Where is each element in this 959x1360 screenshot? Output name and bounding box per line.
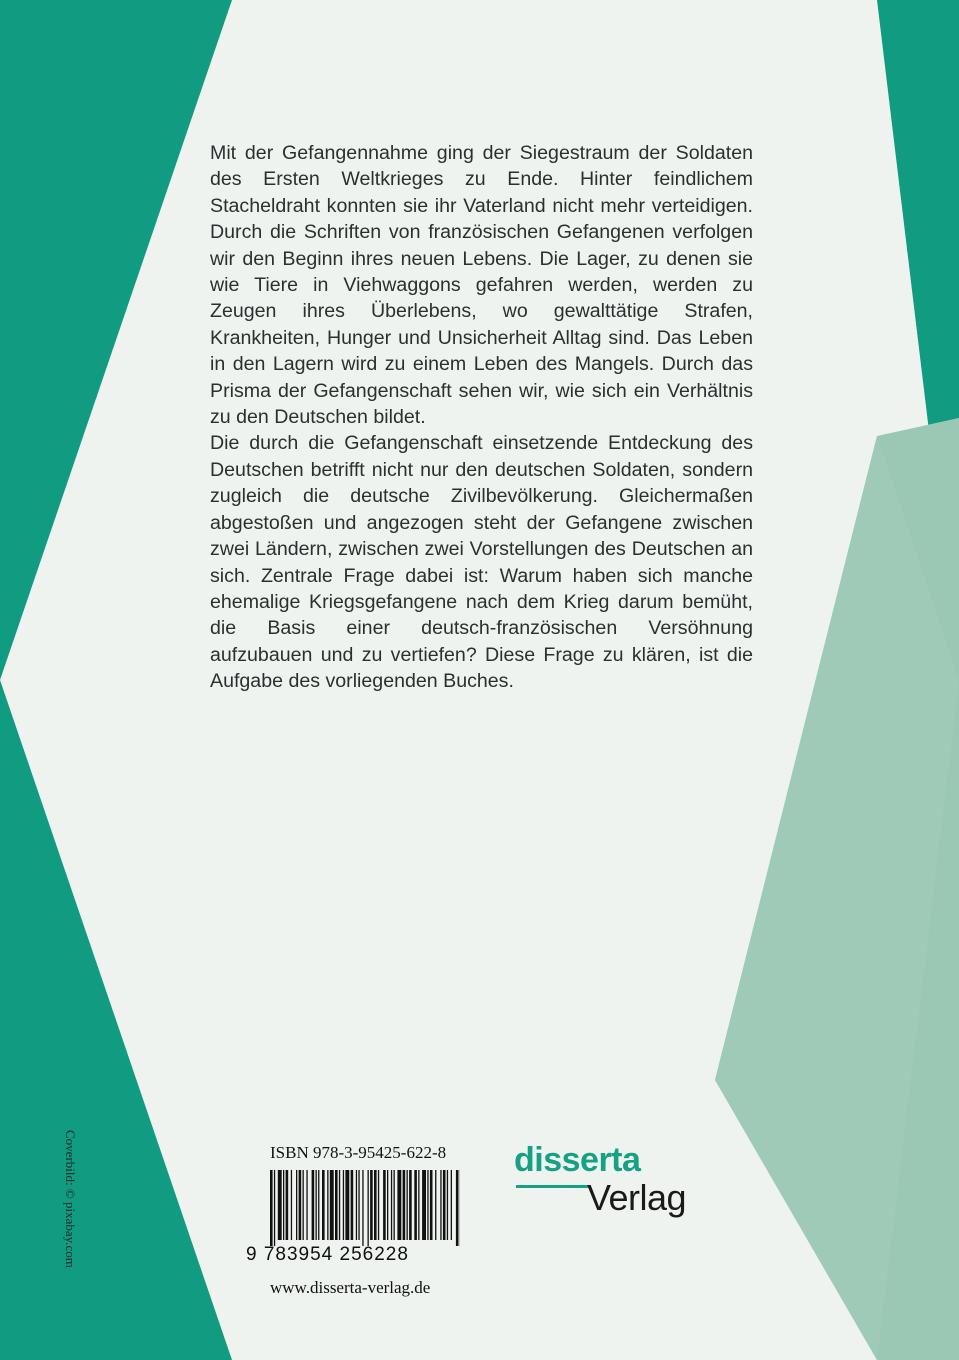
barcode-bar (335, 1170, 338, 1240)
barcode-bar (451, 1170, 452, 1240)
barcode-bar (447, 1170, 448, 1240)
barcode-bar (374, 1170, 377, 1240)
back-cover-blurb (210, 140, 753, 695)
publisher-website: www.disserta-verlag.de (270, 1278, 431, 1297)
barcode-bar (296, 1170, 297, 1240)
barcode-bar (345, 1170, 349, 1240)
barcode-bar (299, 1170, 302, 1240)
barcode-bar (286, 1170, 289, 1240)
barcode-bar (427, 1170, 428, 1240)
barcode-bar (322, 1170, 325, 1240)
barcode-bar (358, 1170, 359, 1240)
barcode-bar (378, 1170, 379, 1240)
barcode-bar (312, 1170, 315, 1240)
barcode-bar (330, 1170, 334, 1240)
publisher-logo-underline (516, 1185, 589, 1188)
publisher-logo-verlag: Verlag (587, 1177, 687, 1218)
barcode-bar (430, 1170, 433, 1240)
barcode-bar (456, 1170, 459, 1246)
barcode-bar (278, 1170, 282, 1240)
publisher-logo-disserta: disserta (514, 1141, 641, 1179)
barcode-bar (356, 1170, 357, 1240)
barcode-bar (283, 1170, 284, 1240)
barcode-bar (435, 1170, 436, 1240)
barcode-bar (316, 1170, 317, 1240)
barcode-bar (274, 1170, 275, 1246)
barcode-bar (291, 1170, 292, 1240)
barcode-bar (440, 1170, 441, 1240)
barcode-bar (418, 1170, 419, 1240)
isbn-digits: 9 783954 256228 (246, 1244, 409, 1265)
barcode-bar (303, 1170, 304, 1240)
isbn-label: ISBN 978-3-95425-622-8 (270, 1143, 447, 1162)
barcode-bar (414, 1170, 417, 1240)
barcode-bar (318, 1170, 319, 1240)
barcode-bar (370, 1170, 373, 1240)
barcode-bar (383, 1170, 386, 1240)
barcode-bar (394, 1170, 395, 1240)
blurb-paragraph-1: Mit der Gefangennahme ging der Siegestraum der Soldaten des Ersten Weltkrieges zu Ende. Hinter feindlichem Stacheldraht konnten sie ihr Vaterland nicht mehr verteidigen. Durch die Schriften von französischen Gefangenen verfolgen wir den Beginn ihres neuen Lebens. Die Lager, zu denen sie wie Tiere in Viehwaggons gefahren werden, werden zu Zeugen ihres Überlebens, wo gewalttätige Strafen, Krankheiten, Hunger und Unsicherheit Alltag sind. Das Leben in den Lagern wird zu einem Leben des Mangels. Durch das Prisma der Gefangenschaft sehen wir, wie sich ein Verhältnis zu den Deutschen bildet. (210, 142, 753, 429)
barcode-bar (397, 1170, 401, 1240)
blurb-paragraph-2: Die durch die Gefangenschaft einsetzende Entdeckung des Deutschen betrifft nicht nur den deutschen Soldaten, sondern zugleich die deutsche Zivilbevölkerung. Gleichermaßen abgestoßen und angezogen steht der Gefangene zwischen zwei Ländern, zwischen zwei Vorstellungen des Deutschen an sich. Zentrale Frage dabei ist: Warum haben sich manche ehemalige Kriegsgefangene nach dem Krieg darum bemüht, die Basis einer deutsch-französischen Versöhnung aufzubauen und zu vertiefen? Diese Frage zu klären, ist die Aufgabe des vorliegenden Buches. (210, 432, 753, 693)
barcode-bar (343, 1170, 344, 1240)
barcode-bar (422, 1170, 426, 1240)
barcode-bar (391, 1170, 392, 1240)
barcode (270, 1170, 460, 1246)
barcode-bar (409, 1170, 412, 1240)
barcode-bar (351, 1170, 354, 1240)
barcode-bar (387, 1170, 388, 1240)
barcode-bar (339, 1170, 340, 1240)
barcode-bar (270, 1170, 273, 1246)
barcode-bar (443, 1170, 446, 1240)
cover-image-credit: Coverbild: © pixabay.com (63, 1130, 78, 1268)
barcode-bar (327, 1170, 328, 1240)
barcode-bar (407, 1170, 408, 1240)
barcode-bar (403, 1170, 406, 1240)
barcode-bar (368, 1170, 369, 1246)
barcode-bar (306, 1170, 307, 1240)
barcode-bar (362, 1170, 363, 1246)
